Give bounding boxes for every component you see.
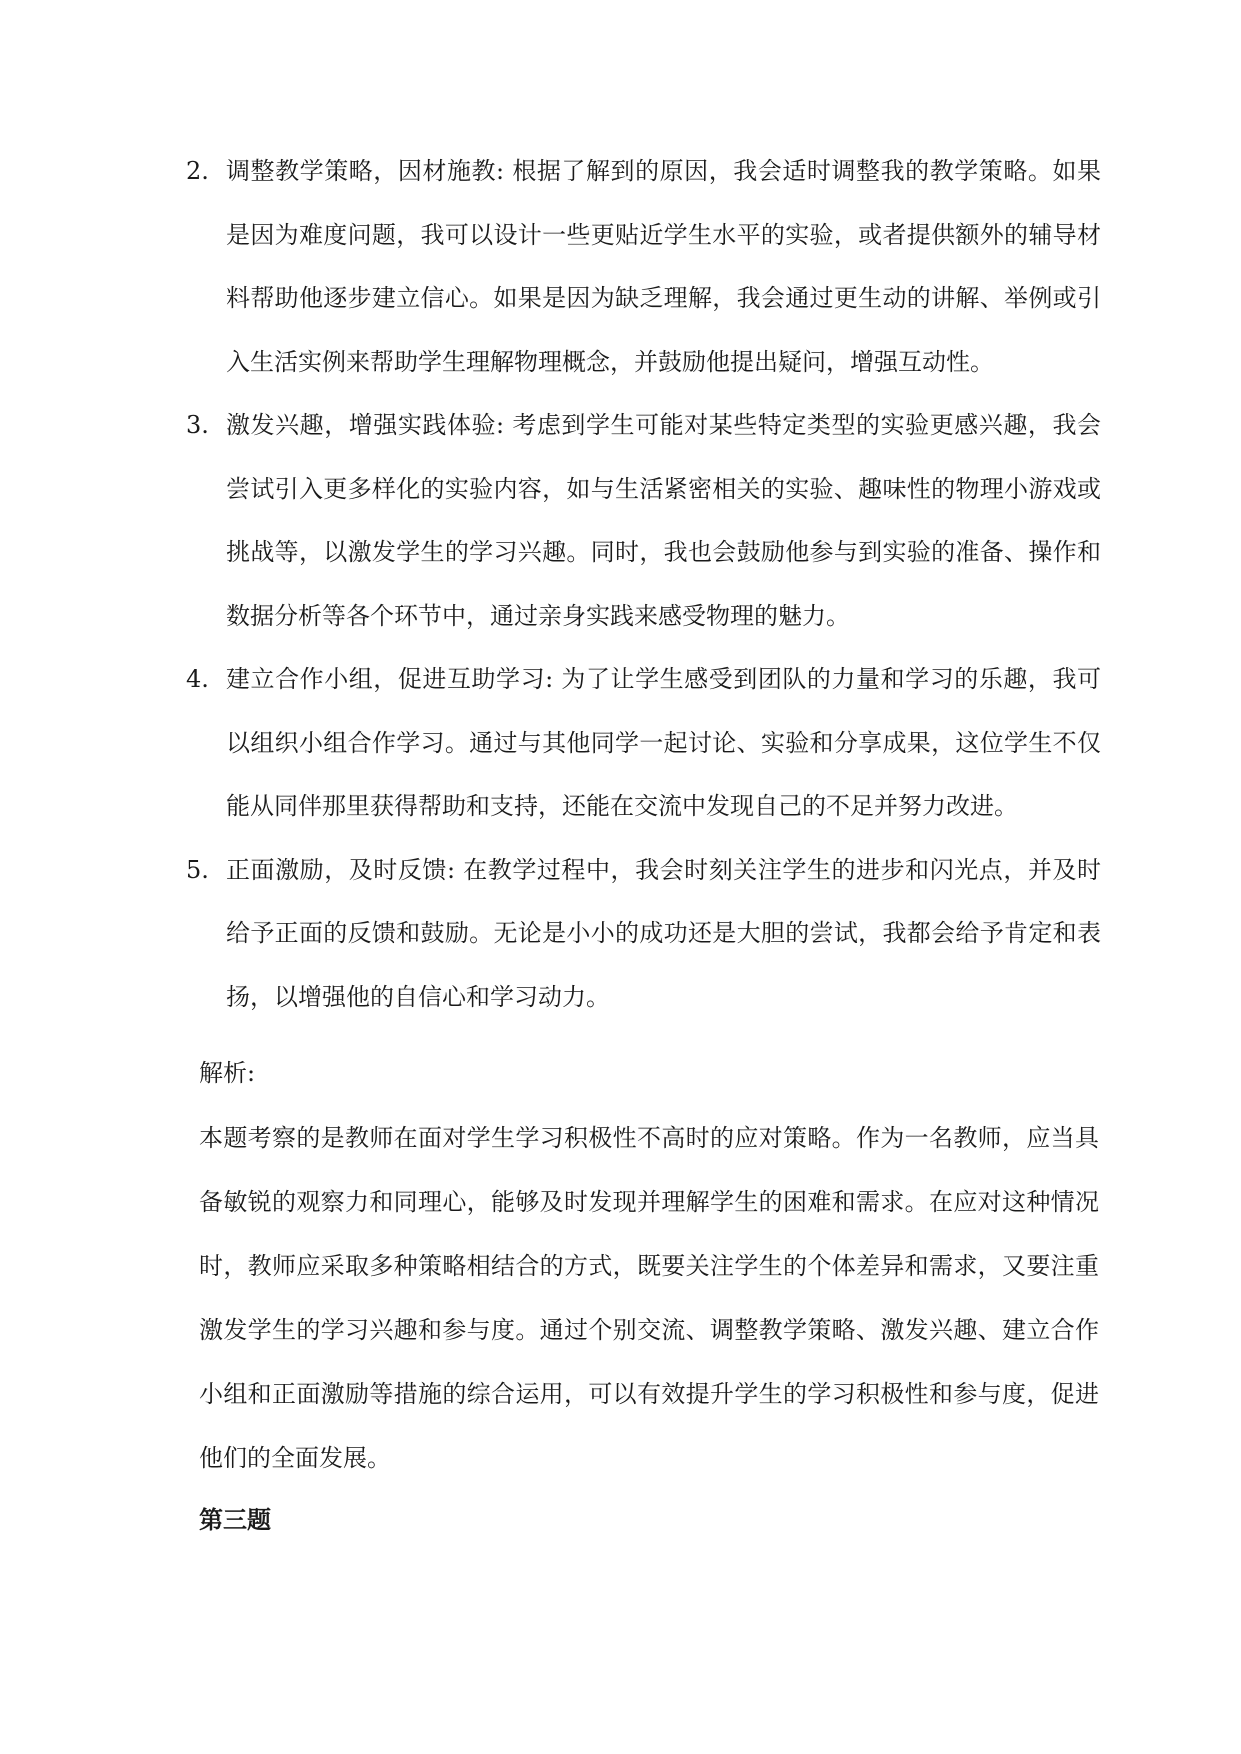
list-item-text: 调整教学策略，因材施教: 根据了解到的原因，我会适时调整我的教学策略。如果是因为难度问题，我可以设计一些更贴近学生水平的实验，或者提供额外的辅导材料帮助他逐步建立信心。如果是因为缺乏理解，我会通过更生动的讲解、举例或引入生活实例来帮助学生理解物理概念，并鼓励他提出疑问，增强互动性。 <box>226 157 1101 376</box>
list-item-number: 5. <box>186 855 209 884</box>
analysis-label: 解析: <box>199 1059 256 1087</box>
analysis-body: 本题考察的是教师在面对学生学习积极性不高时的应对策略。作为一名教师，应当具备敏锐的观察力和同理心，能够及时发现并理解学生的困难和需求。在应对这种情况时，教师应采取多种策略相结合的方式，既要关注学生的个体差异和需求，又要注重激发学生的学习兴趣和参与度。通过个别交流、调整教学策略、激发兴趣、建立合作小组和正面激励等措施的综合运用，可以有效提升学生的学习积极性和参与度，促进他们的全面发展。 <box>199 1123 1099 1472</box>
list-item-text: 建立合作小组，促进互助学习: 为了让学生感受到团队的力量和学习的乐趣，我可以组织小组合作学习。通过与其他同学一起讨论、实验和分享成果，这位学生不仅能从同伴那里获得帮助和支持，还能在交流中发现自己的不足并努力改进。 <box>226 665 1101 820</box>
list-item-text: 正面激励，及时反馈: 在教学过程中，我会时刻关注学生的进步和闪光点，并及时给予正面的反馈和鼓励。无论是小小的成功还是大胆的尝试，我都会给予肯定和表扬，以增强他的自信心和学习动力。 <box>226 855 1101 1011</box>
list-item-number: 4. <box>186 665 209 693</box>
list-item-number: 2. <box>186 157 209 185</box>
list-item <box>186 394 1101 648</box>
analysis-section <box>199 1042 1099 1490</box>
strategy-list <box>186 140 1101 1029</box>
list-item <box>186 648 1101 839</box>
list-item <box>186 140 1101 394</box>
list-item-number: 3. <box>186 411 209 439</box>
section-heading: 第三题 <box>199 1505 271 1534</box>
list-item <box>186 839 1101 1030</box>
list-item-text: 激发兴趣，增强实践体验: 考虑到学生可能对某些特定类型的实验更感兴趣，我会尝试引入更多样化的实验内容，如与生活紧密相关的实验、趣味性的物理小游戏或挑战等，以激发学生的学习兴趣。同时，我也会鼓励他参与到实验的准备、操作和数据分析等各个环节中，通过亲身实践来感受物理的魅力。 <box>226 411 1101 630</box>
